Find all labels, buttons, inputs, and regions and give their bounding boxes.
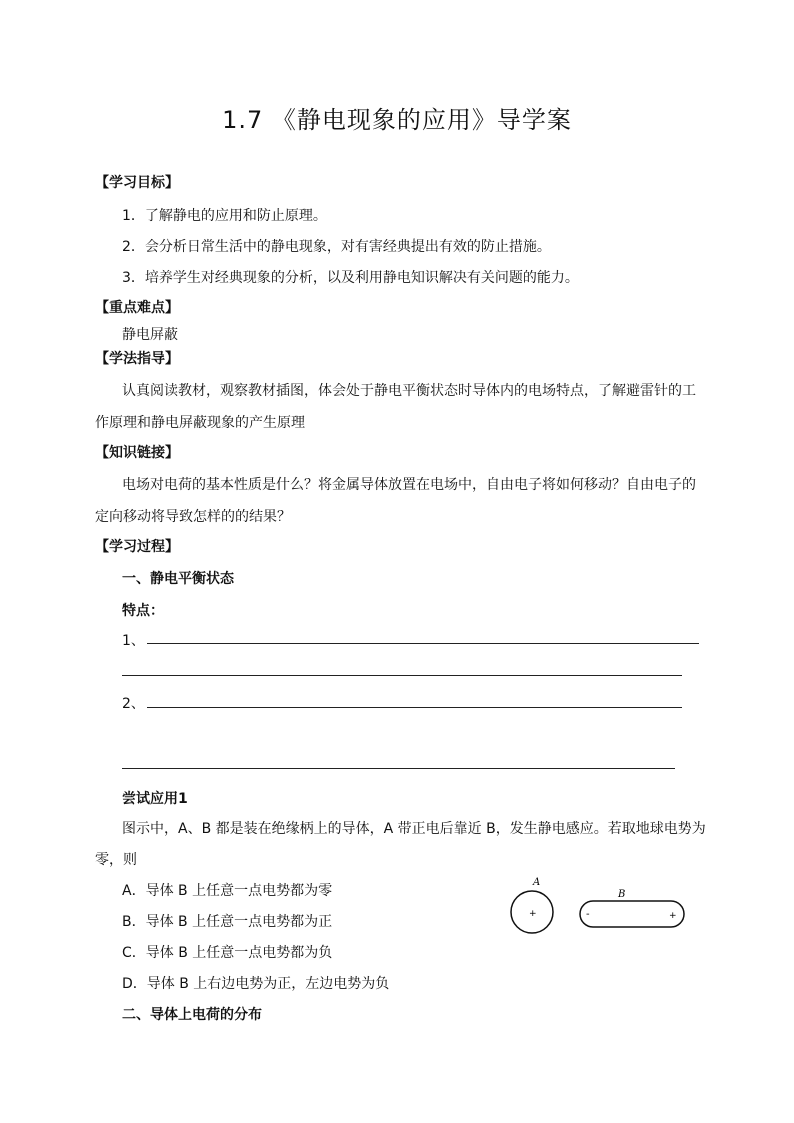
method-heading: 【学法指导】 bbox=[95, 351, 179, 367]
key-points-text: 静电屏蔽 bbox=[122, 327, 178, 343]
goals-heading: 【学习目标】 bbox=[95, 175, 179, 191]
answer-line bbox=[122, 675, 682, 676]
knowledge-heading: 【知识链接】 bbox=[95, 445, 179, 461]
question-line: 零，则 bbox=[95, 852, 137, 868]
blank2-label: 2、 bbox=[122, 696, 145, 712]
answer-line bbox=[122, 768, 675, 769]
process-heading: 【学习过程】 bbox=[95, 539, 179, 555]
key-points-heading: 【重点难点】 bbox=[95, 300, 179, 316]
label-a: A bbox=[533, 877, 541, 888]
method-line: 作原理和静电屏蔽现象的产生原理 bbox=[95, 415, 305, 431]
option-b: B．导体 B 上任意一点电势都为正 bbox=[122, 914, 333, 930]
label-b: B bbox=[618, 889, 626, 900]
page-title: 1.7 《静电现象的应用》导学案 bbox=[222, 106, 572, 134]
knowledge-line: 电场对电荷的基本性质是什么？将金属导体放置在电场中，自由电子将如何移动？自由电子的 bbox=[122, 477, 696, 493]
section2-heading: 二、导体上电荷的分布 bbox=[122, 1007, 262, 1023]
method-line: 认真阅读教材，观察教材插图，体会处于静电平衡状态时导体内的电场特点，了解避雷针的工 bbox=[122, 383, 696, 399]
option-a: A．导体 B 上任意一点电势都为零 bbox=[122, 883, 333, 899]
sign-b-left: - bbox=[586, 909, 590, 920]
answer-line bbox=[147, 707, 682, 708]
option-d: D．导体 B 上右边电势为正，左边电势为负 bbox=[122, 976, 390, 992]
sign-b-right: + bbox=[669, 911, 677, 921]
goal-item: 2．会分析日常生活中的静电现象，对有害经典提出有效的防止措施。 bbox=[122, 239, 551, 255]
question-line: 图示中，A、B 都是装在绝缘柄上的导体，A 带正电后靠近 B，发生静电感应。若取地球电势为 bbox=[122, 821, 706, 837]
goal-item: 1．了解静电的应用和防止原理。 bbox=[122, 208, 327, 224]
blank1-label: 1、 bbox=[122, 633, 145, 649]
sign-a: + bbox=[529, 909, 537, 919]
answer-line bbox=[147, 643, 699, 644]
knowledge-line: 定向移动将导致怎样的的结果？ bbox=[95, 509, 291, 525]
section1-heading: 一、静电平衡状态 bbox=[122, 571, 234, 587]
try-heading: 尝试应用1 bbox=[122, 791, 188, 807]
conductors-diagram bbox=[505, 872, 695, 942]
option-c: C．导体 B 上任意一点电势都为负 bbox=[122, 945, 333, 961]
goal-item: 3．培养学生对经典现象的分析，以及利用静电知识解决有关问题的能力。 bbox=[122, 270, 579, 286]
features-label: 特点： bbox=[122, 603, 164, 619]
